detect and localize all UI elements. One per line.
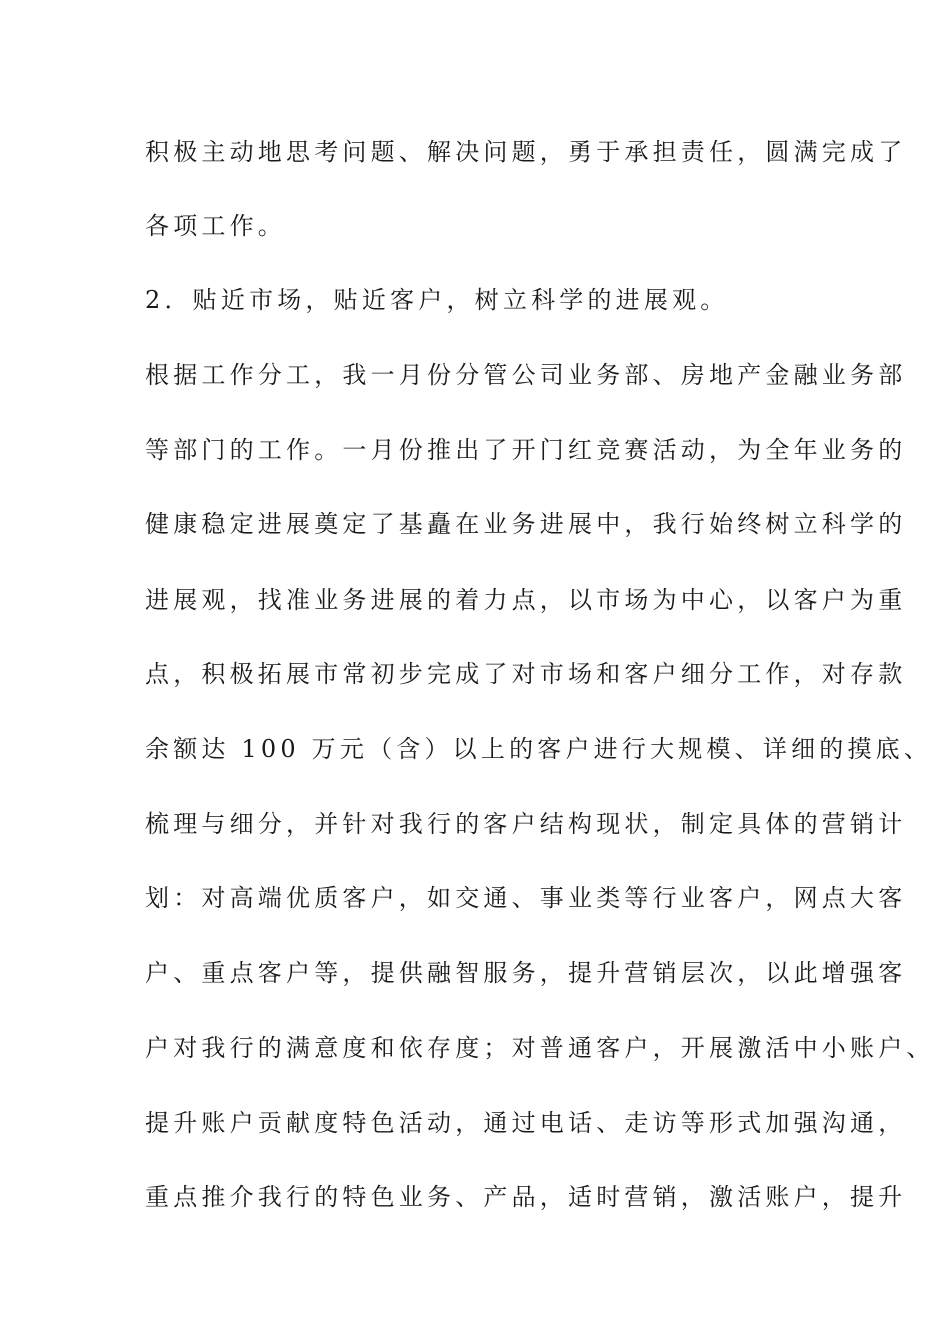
text-line: 点，积极拓展市常初步完成了对市场和客户细分工作，对存款 (145, 660, 907, 688)
text-line: 户、重点客户等，提供融智服务，提升营销层次，以此增强客 (145, 959, 907, 987)
text-line: 进展观，找准业务进展的着力点，以市场为中心，以客户为重 (145, 586, 907, 614)
text-line: 划：对高端优质客户，如交通、事业类等行业客户，网点大客 (145, 884, 907, 912)
text-line: 各项工作。 (145, 212, 286, 240)
text-line: 户对我行的满意度和依存度；对普通客户，开展激活中小账户、 (145, 1034, 935, 1062)
text-line: 健康稳定进展奠定了基矗在业务进展中，我行始终树立科学的 (145, 510, 907, 538)
text-line: 梳理与细分，并针对我行的客户结构现状，制定具体的营销计 (145, 810, 907, 838)
text-line: 提升账户贡献度特色活动，通过电话、走访等形式加强沟通， (145, 1109, 907, 1137)
text-line: 重点推介我行的特色业务、产品，适时营销，激活账户，提升 (145, 1183, 907, 1211)
text-line: 根据工作分工，我一月份分管公司业务部、房地产金融业务部 (145, 361, 907, 389)
section-heading: 2．贴近市场，贴近客户，树立科学的进展观。 (145, 286, 729, 314)
text-line: 等部门的工作。一月份推出了开门红竞赛活动，为全年业务的 (145, 436, 907, 464)
text-line: 积极主动地思考问题、解决问题，勇于承担责任，圆满完成了 (145, 138, 907, 166)
text-line: 余额达 100 万元（含）以上的客户进行大规模、详细的摸底、 (145, 735, 933, 763)
